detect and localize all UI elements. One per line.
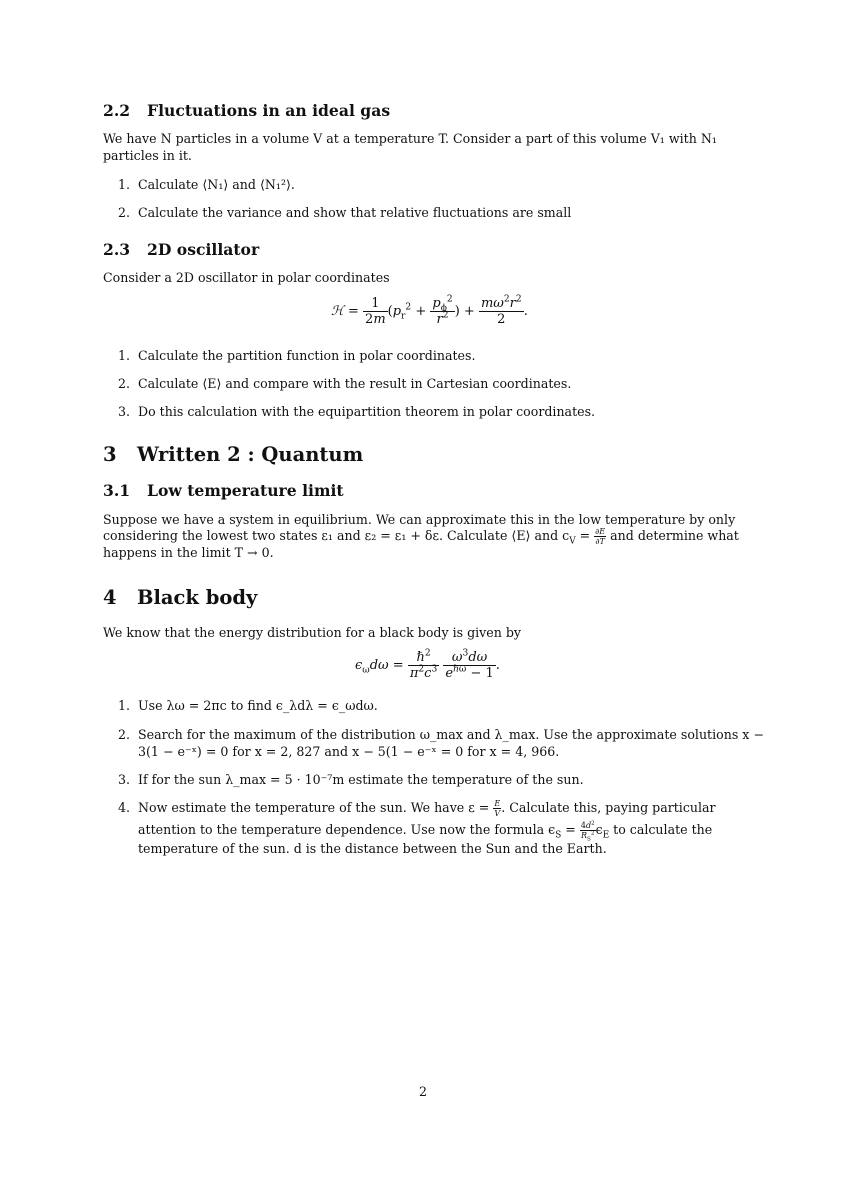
list-text-part: to calculate the — [613, 822, 713, 837]
list-text-part: Now estimate the temperature of the sun. We have ε = — [138, 800, 490, 815]
section-number: 2.2 — [103, 101, 131, 120]
list-label: 4. — [118, 800, 131, 815]
section-number: 4 — [103, 586, 117, 609]
list-text — [138, 799, 716, 818]
section-heading-4 — [103, 586, 257, 609]
page-number: 2 — [419, 1084, 428, 1099]
list-label: 3. — [118, 404, 131, 419]
list-text: Do this calculation with the equipartition theorem in polar coordinates. — [138, 404, 596, 419]
section-title: Low temperature limit — [147, 481, 344, 500]
inline-fraction: $\frac{4d^2}{R_S^2}$ — [580, 820, 595, 843]
paragraph-line: happens in the limit T → 0. — [103, 545, 274, 560]
list-label: 2. — [118, 727, 131, 742]
section-number: 3.1 — [103, 481, 131, 500]
list-text-part: attention to the temperature dependence. Use now the formula ϵ — [138, 822, 556, 837]
list-text: Calculate ⟨E⟩ and compare with the result in Cartesian coordinates. — [138, 376, 572, 391]
section-number: 2.3 — [103, 240, 131, 259]
section-title: 2D oscillator — [147, 240, 260, 259]
list-text: temperature of the sun. d is the distance between the Sun and the Earth. — [138, 841, 607, 856]
paragraph-line: Suppose we have a system in equilibrium. We can approximate this in the low temperature by only — [103, 512, 736, 527]
list-label: 1. — [118, 348, 131, 363]
list-label: 2. — [118, 376, 131, 391]
list-text: If for the sun λ_max = 5 · 10⁻⁷m estimate the temperature of the sun. — [138, 772, 584, 787]
hamiltonian-equation: ℋ = $\frac{1}{2m}$ ($p_r^2$ + $\frac{p_\phi^2}{r^2}$ ) + $\frac{m\omega^2r^2}{2}$ . — [331, 294, 528, 327]
paragraph-line: Consider a 2D oscillator in polar coordinates — [103, 270, 390, 285]
list-text: Search for the maximum of the distribution ω_max and λ_max. Use the approximate solutions x − — [138, 727, 764, 742]
list-label: 3. — [118, 772, 131, 787]
section-title: Fluctuations in an ideal gas — [147, 101, 391, 120]
section-title: Black body — [137, 586, 258, 609]
list-text: Calculate the partition function in polar coordinates. — [138, 348, 476, 363]
inline-fraction: $\frac{\partial E}{\partial T}$ — [595, 527, 606, 546]
section-heading-2-2 — [103, 101, 390, 120]
list-text: 3(1 − e⁻ˣ) = 0 for x = 2, 827 and x − 5(1 − e⁻ˣ = 0 for x = 4, 966. — [138, 744, 560, 759]
list-text: Calculate the variance and show that relative fluctuations are small — [138, 205, 572, 220]
inline-fraction: $\frac{E}{V}$ — [494, 799, 501, 818]
list-text: attention to the temperature dependence. Use now the formula $\epsilon_S$ = $\frac{4d^2}{R_S^2}$ $\epsilon_E$ to calculate the — [138, 820, 713, 843]
section-heading-2-3 — [103, 240, 259, 259]
section-title: Written 2 : Quantum — [137, 443, 364, 466]
list-label: 2. — [118, 205, 131, 220]
section-number: 3 — [103, 443, 117, 466]
list-label: 1. — [118, 698, 131, 713]
paragraph-line: We have N particles in a volume V at a temperature T. Consider a part of this volume V₁ with N₁ — [103, 131, 717, 146]
list-label: 1. — [118, 177, 131, 192]
paragraph-line: considering the lowest two states ε₁ and ε₂ = ε₁ + δε. Calculate ⟨E⟩ and $c_V$ = $\frac{\partial E}{\partial T}$ and determine what — [103, 527, 739, 547]
list-text-part: . Calculate this, paying particular — [501, 800, 716, 815]
section-heading-3-1 — [103, 481, 344, 500]
planck-equation: $\epsilon_\omega d\omega$ = $\frac{\hbar^2}{\pi^2c^3}$ $\frac{\omega^3d\omega}{e^{\hbar\omega} - 1}$ . — [355, 648, 500, 681]
list-text: Calculate ⟨N₁⟩ and ⟨N₁²⟩. — [138, 177, 295, 192]
paragraph-line: We know that the energy distribution for a black body is given by — [103, 625, 522, 640]
paragraph-text: considering the lowest two states ε₁ and ε₂ = ε₁ + δε. Calculate ⟨E⟩ and c — [103, 528, 570, 543]
section-heading-3 — [103, 443, 363, 466]
paragraph-line: particles in it. — [103, 148, 192, 163]
list-text: Use λω = 2πc to find ϵ_λdλ = ϵ_ωdω. — [138, 698, 378, 713]
list-text-part: ϵ — [595, 822, 603, 837]
paragraph-text: and determine what — [610, 528, 739, 543]
